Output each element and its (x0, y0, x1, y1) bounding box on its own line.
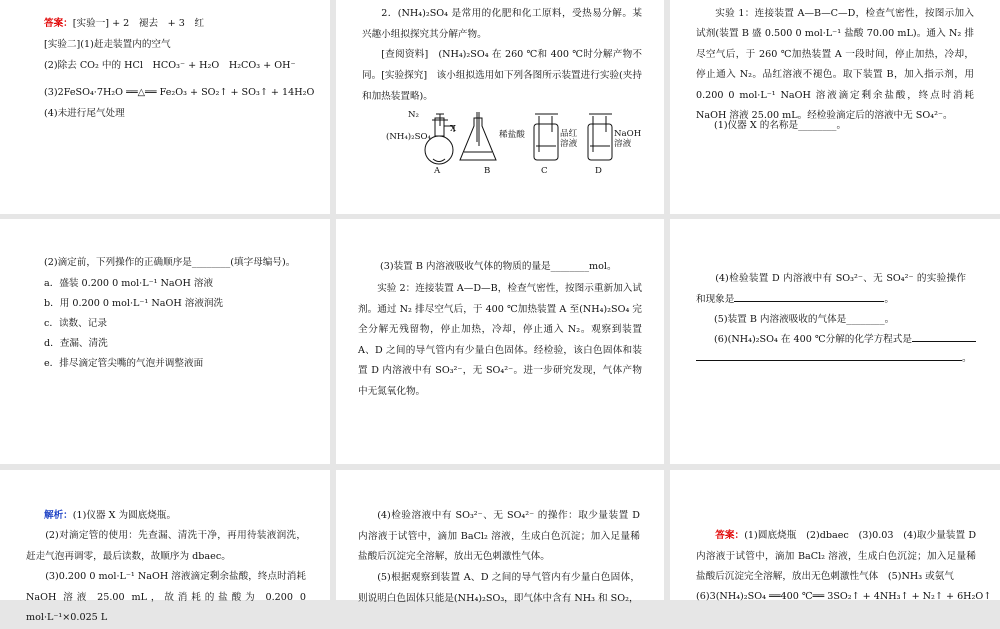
answer-text: [实验一] + 2 褪去 + 3 红 (72, 18, 205, 29)
answer-line-3: (3)2FeSO₄·7H₂O ══△══ Fe₂O₃ + SO₂↑ + SO₃↑ + 14H₂O (44, 87, 315, 98)
analysis-p3: (3)0.200 0 mol·L⁻¹ NaOH 溶液滴定剩余盐酸，终点时消耗 NaOH 溶液 25.00 mL，故消耗的盐酸为 0.200 0 mol·L⁻¹×0.025 L (26, 571, 306, 623)
final-answer-text: (1)圆底烧瓶 (2)dbaec (3)0.03 (4)取少量装置 D 内溶液于试管中，滴加 BaCl₂ 溶液，生成白色沉淀；加入足量稀盐酸后沉淀完全溶解，放出无色刺激性气体 (5)NH₃ 或氨气 (696, 530, 977, 582)
analysis-label: 解析： (44, 510, 73, 521)
answer-line-2: (2)除去 CO₂ 中的 HCl HCO₃⁻ + H₂O H₂CO₃ + OH⁻ (44, 60, 296, 71)
analysis-p2: (2)对滴定管的使用：先查漏、清洗干净，再用待装液润洗，赶走气泡再调零，最后读数，故顺序为 dbaec。 (26, 530, 306, 562)
option-d: d．查漏、清洗 (44, 338, 108, 349)
slide-questions-4-6 (670, 219, 1000, 464)
bottle-d-icon (588, 124, 612, 160)
question-info: [查阅资料] (NH₄)₂SO₄ 在 260 ℃和 400 ℃时分解产物不同。 (362, 49, 642, 81)
question-4-text: (4)检验装置 D 内溶液中有 SO₃²⁻、无 SO₄²⁻ 的实验操作和现象是 (696, 273, 966, 305)
bottle-c-icon (534, 124, 558, 160)
analysis-first: (1)仪器 X 为圆底烧瓶。 (72, 510, 177, 521)
analysis-line-1 (44, 506, 176, 526)
label-c: C (541, 166, 548, 176)
option-b: b．用 0.200 0 mol·L⁻¹ NaOH 溶液润洗 (44, 298, 224, 309)
analysis-p5: (5)根据观察到装置 A、D 之间的导气管内有少量白色固体，则说明白色固体只能是(NH₄)₂SO₃，即气体中含有 NH₃ 和 SO₂， (358, 572, 640, 604)
question-6-text: (6)(NH₄)₂SO₄ 在 400 ℃分解的化学方程式是 (714, 334, 912, 345)
experiment-1-text: 实验 1：连接装置 A—B—C—D，检查气密性，按图示加入试剂(装置 B 盛 0.500 0 mol·L⁻¹ 盐酸 70.00 mL)。通入 N₂ 排尽空气后，于 260 ℃加热装置 A 一段时间，停止加热，冷却，停止通入 N₂。品红溶液不褪色。取下装置 B，加入指示剂，用 0.200 0 mol·L⁻¹ NaOH 溶液滴定剩余盐酸，终点时消耗 NaOH 溶液 25.00 mL。经检验滴定后的溶液中无 SO₄²⁻。 (696, 8, 974, 122)
answer-blank-6a (912, 330, 976, 342)
label-a: A (434, 166, 441, 176)
answer-line-4: (4)未进行尾气处理 (44, 108, 125, 119)
answer-label: 答案： (44, 18, 73, 29)
answer-line (44, 14, 204, 34)
label-reagent-a: (NH₄)₂SO₄ (386, 132, 431, 142)
tube-b (477, 112, 479, 146)
answer-blank-4 (734, 290, 884, 302)
slide-analysis-cont (336, 470, 664, 604)
question-4: (4)检验装置 D 内溶液中有 SO₃²⁻、无 SO₄²⁻ 的实验操作和现象是 。 (696, 273, 966, 305)
answer-blank-6b (696, 349, 962, 361)
analysis-p4: (4)检验溶液中有 SO₃²⁻、无 SO₄²⁻ 的操作：取少量装置 D 内溶液于试管中，滴加 BaCl₂ 溶液，生成白色沉淀；加入足量稀盐酸后沉淀完全溶解，放出无色刺激性气体。 (358, 510, 640, 562)
slide-question-3 (336, 219, 664, 464)
slide-final-answer (670, 470, 1000, 600)
label-d: D (595, 166, 602, 176)
experiment-2-text: 实验 2：连接装置 A—D—B，检查气密性，按图示重新加入试剂。通过 N₂ 排尽空气后，于 400 ℃加热装置 A 至(NH₄)₂SO₄ 完全分解无残留物，停止加热，冷却，停止通入 N₂。观察到装置 A、D 之间的导气管内有少量白色固体。经检验，该白色固体和装置 D 内溶液中有 SO₃²⁻，无 SO₄²⁻。进一步研究发现，气体产物中无氮氧化物。 (358, 283, 642, 397)
slide-question-intro (336, 0, 664, 214)
answer-line-1: [实验二](1)赶走装置内的空气 (44, 39, 171, 50)
answer-line-6: 。 (696, 349, 972, 369)
slide-analysis (0, 470, 330, 623)
flask-b-icon (460, 118, 496, 160)
final-answer-label: 答案： (715, 530, 745, 541)
label-x: X (450, 124, 457, 134)
label-n2: N₂ (408, 110, 419, 120)
question-6 (714, 330, 976, 350)
question-explore: [实验探究] 该小组拟选用如下列各图所示装置进行实验(夹持和加热装置略)。 (362, 70, 642, 102)
question-intro: 2．(NH₄)₂SO₄ 是常用的化肥和化工原料，受热易分解。某兴趣小组拟探究其分解产物。 (362, 8, 642, 40)
label-naoh: NaOH溶液 (614, 129, 642, 149)
option-e: e．排尽滴定管尖嘴的气泡并调整液面 (44, 358, 204, 369)
label-acid: 稀盐酸 (499, 130, 525, 140)
final-answer-equation: (6)3(NH₄)₂SO₄ ══400 ℃══ 3SO₂↑ + 4NH₃↑ + N₂↑ + 6H₂O↑ (696, 591, 992, 602)
solid-powder (433, 159, 445, 162)
slide-answer-experiment (0, 0, 330, 214)
slide-question-2 (0, 219, 330, 464)
question-2: (2)滴定前，下列操作的正确顺序是________(填字母编号)。 (44, 257, 296, 268)
question-1: (1)仪器 X 的名称是________。 (714, 120, 847, 131)
question-5: (5)装置 B 内溶液吸收的气体是________。 (714, 314, 895, 325)
label-b: B (484, 166, 491, 176)
option-c: c．读数、记录 (44, 318, 107, 329)
slide-experiment-1 (670, 0, 1000, 214)
final-answer (696, 526, 976, 588)
question-3: (3)装置 B 内溶液吸收气体的物质的量是________mol。 (380, 261, 617, 272)
option-a: a．盛装 0.200 0 mol·L⁻¹ NaOH 溶液 (44, 278, 214, 289)
label-dye: 品红溶液 (560, 129, 578, 149)
